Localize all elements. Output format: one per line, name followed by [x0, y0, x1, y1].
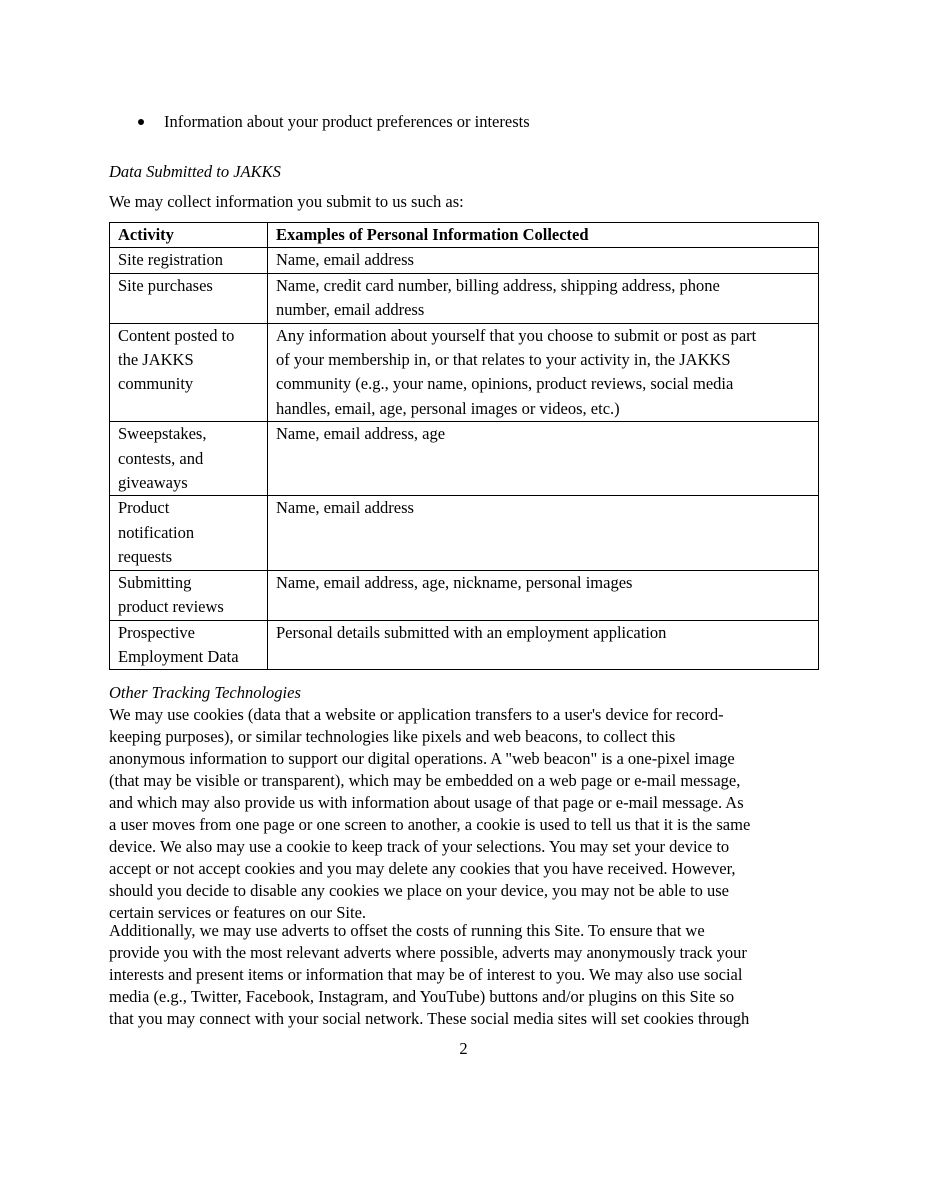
- tracking-paragraph-2: Additionally, we may use adverts to offset the costs of running this Site. To ensure that we provide you with the most relevant adverts where possible, adverts may anonymously track your interests and present items or information that may be of interest to you. We may also use social media (e.g., Twitter, Facebook, Instagram, and YouTube) buttons and/or plugins on this Site so that you may connect with your social network. These social media sites will set cookies through: [109, 921, 750, 1028]
- table-header-row: [110, 223, 819, 248]
- section-heading-data-submitted: Data Submitted to JAKKS: [109, 162, 281, 181]
- table-row: [110, 496, 819, 570]
- table-row: [110, 570, 819, 620]
- activity-cell: Product notification requests: [110, 496, 268, 570]
- activity-cell: Prospective Employment Data: [110, 620, 268, 670]
- activity-cell: Sweepstakes, contests, and giveaways: [110, 422, 268, 496]
- personal-info-table: [109, 222, 819, 670]
- examples-cell: Name, email address, age: [268, 422, 819, 496]
- column-header-examples: Examples of Personal Information Collected: [268, 223, 819, 248]
- examples-cell: Name, credit card number, billing address, shipping address, phone number, email address: [268, 273, 819, 323]
- examples-cell: Name, email address, age, nickname, personal images: [268, 570, 819, 620]
- bullet-icon: [138, 119, 144, 125]
- table-row: [110, 323, 819, 422]
- bullet-text: Information about your product preferences or interests: [164, 112, 530, 131]
- activity-cell: Site purchases: [110, 273, 268, 323]
- table-row: [110, 422, 819, 496]
- examples-cell: Any information about yourself that you choose to submit or post as part of your membership in, or that relates to your activity in, the JAKKS community (e.g., your name, opinions, product reviews, social media handles, email, age, personal images or videos, etc.): [268, 323, 819, 422]
- section-heading-tracking: Other Tracking Technologies: [109, 683, 301, 702]
- intro-text: We may collect information you submit to us such as:: [109, 192, 464, 211]
- table-row: [110, 620, 819, 670]
- examples-cell: Personal details submitted with an employment application: [268, 620, 819, 670]
- bullet-list: [137, 110, 530, 134]
- activity-cell: Content posted to the JAKKS community: [110, 323, 268, 422]
- table-row: [110, 273, 819, 323]
- page-number: 2: [459, 1039, 468, 1058]
- examples-cell: Name, email address: [268, 496, 819, 570]
- tracking-paragraph-1: We may use cookies (data that a website or application transfers to a user's device for record- keeping purposes), or similar technologies like pixels and web beacons, to collect this anonymous information to support our digital operations. A "web beacon" is a one-pixel image (that may be visible or transparent), which may be embedded on a web page or e-mail message, and which may also provide us with information about usage of that page or e-mail message. As a user moves from one page or one screen to another, a cookie is used to tell us that it is the same device. We also may use a cookie to keep track of your selections. You may set your device to accept or not accept cookies and you may delete any cookies that you have received. However, should you decide to disable any cookies we place on your device, you may not be able to use certain services or features on our Site.: [109, 705, 751, 922]
- examples-cell: Name, email address: [268, 248, 819, 273]
- activity-cell: Submitting product reviews: [110, 570, 268, 620]
- column-header-activity: Activity: [110, 223, 268, 248]
- table-row: [110, 248, 819, 273]
- bullet-item: [137, 110, 530, 134]
- activity-cell: Site registration: [110, 248, 268, 273]
